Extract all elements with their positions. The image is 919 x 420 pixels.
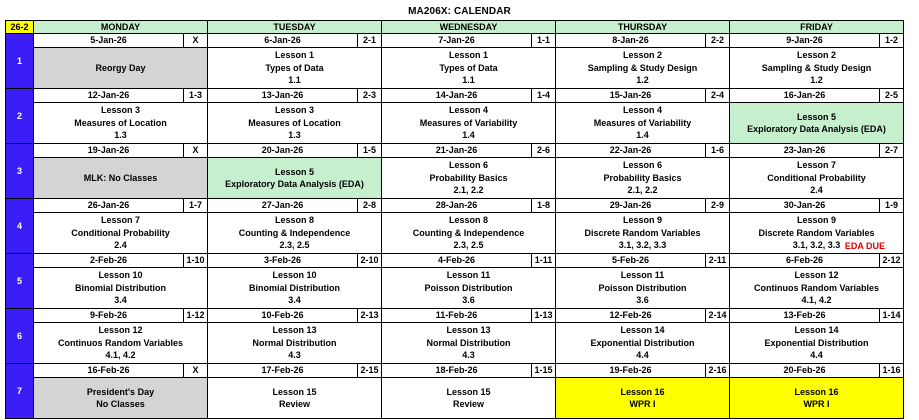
lesson-cell xyxy=(382,213,556,254)
lesson-text: 1.4 xyxy=(636,130,649,141)
lesson-text: Binomial Distribution xyxy=(249,282,340,293)
lesson-text: 2.3, 2.5 xyxy=(279,240,310,251)
lesson-text: Exploratory Data Analysis (EDA) xyxy=(747,124,886,134)
date-cell: 13-Feb-26 xyxy=(730,309,880,323)
section-code: 1-8 xyxy=(532,199,556,213)
section-code: 2-3 xyxy=(358,89,382,103)
date-cell: 19-Jan-26 xyxy=(34,144,184,158)
due-note: EDA DUE xyxy=(844,241,885,251)
lesson-text: Probability Basics xyxy=(429,172,508,183)
section-code: 1-10 xyxy=(184,254,208,268)
lesson-cell xyxy=(382,103,556,144)
lesson-text: Review xyxy=(452,399,485,409)
lesson-text: 1.4 xyxy=(462,130,475,141)
date-cell: 5-Jan-26 xyxy=(34,34,184,48)
lesson-text: 3.6 xyxy=(462,295,475,306)
lesson-text: WPR I xyxy=(629,399,656,409)
section-code: 1-13 xyxy=(532,309,556,323)
section-code: 1-2 xyxy=(880,34,904,48)
section-code: 1-4 xyxy=(532,89,556,103)
lesson-cell xyxy=(382,378,556,419)
lesson-cell xyxy=(730,103,904,144)
section-code: 2-13 xyxy=(358,309,382,323)
lesson-cell xyxy=(730,378,904,419)
lesson-cell xyxy=(34,158,208,199)
lesson-cell xyxy=(208,378,382,419)
lesson-cell xyxy=(730,323,904,364)
lesson-text: Normal Distribution xyxy=(426,337,511,348)
lesson-text: No Classes xyxy=(96,399,145,409)
lesson-text: 3.1, 3.2, 3.3 xyxy=(792,240,841,251)
date-cell: 12-Jan-26 xyxy=(34,89,184,103)
lesson-row xyxy=(6,378,904,419)
date-cell: 6-Feb-26 xyxy=(730,254,880,268)
lesson-text: 3.4 xyxy=(114,295,127,306)
section-code: 1-14 xyxy=(880,309,904,323)
lesson-text: Normal Distribution xyxy=(252,337,337,348)
lesson-text: Continuos Random Variables xyxy=(753,282,880,293)
lesson-text: Sampling & Study Design xyxy=(587,62,698,73)
lesson-cell xyxy=(556,323,730,364)
date-cell: 10-Feb-26 xyxy=(208,309,358,323)
lesson-text: MLK: No Classes xyxy=(83,172,158,183)
section-code: 2-7 xyxy=(880,144,904,158)
lesson-text: Lesson 4 xyxy=(448,105,488,116)
lesson-cell xyxy=(382,48,556,89)
lesson-text: Lesson 9 xyxy=(622,215,662,226)
section-code: 2-10 xyxy=(358,254,382,268)
lesson-row xyxy=(6,213,904,254)
date-cell: 17-Feb-26 xyxy=(208,364,358,378)
lesson-text: Lesson 14 xyxy=(794,325,839,336)
section-code: 1-16 xyxy=(880,364,904,378)
lesson-cell xyxy=(382,268,556,309)
lesson-text: 1.1 xyxy=(288,75,301,86)
lesson-text: Measures of Location xyxy=(74,117,167,128)
lesson-text: Lesson 13 xyxy=(446,325,491,336)
lesson-text: Lesson 14 xyxy=(620,325,665,336)
lesson-text: Measures of Variability xyxy=(593,117,692,128)
page-title: MA206X: CALENDAR xyxy=(408,6,511,17)
lesson-cell xyxy=(34,378,208,419)
date-cell: 21-Jan-26 xyxy=(382,144,532,158)
day-header-monday: MONDAY xyxy=(34,21,208,34)
week-number: 1 xyxy=(6,34,34,89)
lesson-cell xyxy=(556,158,730,199)
lesson-text: Measures of Location xyxy=(248,117,341,128)
lesson-text: Poisson Distribution xyxy=(424,282,513,293)
lesson-cell xyxy=(730,213,904,254)
section-code: 1-9 xyxy=(880,199,904,213)
date-cell: 12-Feb-26 xyxy=(556,309,706,323)
section-code: 1-3 xyxy=(184,89,208,103)
date-cell: 30-Jan-26 xyxy=(730,199,880,213)
lesson-text: Lesson 10 xyxy=(98,270,143,281)
lesson-cell xyxy=(556,213,730,254)
lesson-text: 2.1, 2.2 xyxy=(627,185,658,196)
lesson-text: Probability Basics xyxy=(603,172,682,183)
week-number: 5 xyxy=(6,254,34,309)
lesson-text: Counting & Independence xyxy=(412,227,525,238)
lesson-text: 3.4 xyxy=(288,295,301,306)
lesson-text: 2.4 xyxy=(114,240,127,251)
lesson-cell xyxy=(208,158,382,199)
week-number: 2 xyxy=(6,89,34,144)
date-cell: 5-Feb-26 xyxy=(556,254,706,268)
lesson-cell xyxy=(382,323,556,364)
lesson-text: Lesson 9 xyxy=(796,215,836,226)
lesson-cell xyxy=(730,158,904,199)
section-code: 2-8 xyxy=(358,199,382,213)
lesson-text: Lesson 1 xyxy=(448,50,488,61)
section-code: 1-5 xyxy=(358,144,382,158)
lesson-text: 1.3 xyxy=(288,130,301,141)
lesson-text: Exponential Distribution xyxy=(590,337,695,348)
lesson-text: Lesson 5 xyxy=(274,166,314,177)
section-code: X xyxy=(184,144,208,158)
date-row xyxy=(6,144,904,158)
lesson-cell xyxy=(556,378,730,419)
lesson-cell xyxy=(730,48,904,89)
date-row xyxy=(6,309,904,323)
lesson-text: 1.3 xyxy=(114,130,127,141)
date-row xyxy=(6,89,904,103)
lesson-text: Measures of Variability xyxy=(419,117,518,128)
date-cell: 28-Jan-26 xyxy=(382,199,532,213)
section-code: 2-5 xyxy=(880,89,904,103)
week-number: 6 xyxy=(6,309,34,364)
lesson-text: Lesson 15 xyxy=(446,386,491,397)
date-cell: 9-Feb-26 xyxy=(34,309,184,323)
lesson-cell xyxy=(208,323,382,364)
lesson-text: Lesson 7 xyxy=(796,160,836,171)
section-code: 1-12 xyxy=(184,309,208,323)
lesson-text: Conditional Probability xyxy=(71,227,170,238)
lesson-text: Types of Data xyxy=(265,62,324,73)
lesson-text: Lesson 12 xyxy=(794,270,839,281)
section-code: 1-1 xyxy=(532,34,556,48)
lesson-cell xyxy=(34,268,208,309)
date-cell: 11-Feb-26 xyxy=(382,309,532,323)
lesson-text: Lesson 8 xyxy=(274,215,314,226)
lesson-text: Lesson 7 xyxy=(100,215,140,226)
lesson-cell xyxy=(34,103,208,144)
lesson-text: 1.2 xyxy=(636,75,649,86)
lesson-text: Discrete Random Variables xyxy=(584,227,701,238)
lesson-text: Continuos Random Variables xyxy=(57,337,184,348)
section-code: 2-14 xyxy=(706,309,730,323)
date-row xyxy=(6,254,904,268)
date-cell: 14-Jan-26 xyxy=(382,89,532,103)
lesson-text: Lesson 1 xyxy=(274,50,314,61)
date-cell: 4-Feb-26 xyxy=(382,254,532,268)
lesson-text: Binomial Distribution xyxy=(75,282,166,293)
section-code: 2-9 xyxy=(706,199,730,213)
lesson-text: Review xyxy=(278,399,311,409)
lesson-text: Lesson 11 xyxy=(620,270,665,281)
section-code: 1-7 xyxy=(184,199,208,213)
date-cell: 7-Jan-26 xyxy=(382,34,532,48)
lesson-row xyxy=(6,103,904,144)
section-code: 2-16 xyxy=(706,364,730,378)
date-cell: 19-Feb-26 xyxy=(556,364,706,378)
day-header-wednesday: WEDNESDAY xyxy=(382,21,556,34)
section-code: 2-1 xyxy=(358,34,382,48)
week-number: 3 xyxy=(6,144,34,199)
section-code: 2-11 xyxy=(706,254,730,268)
lesson-cell xyxy=(208,213,382,254)
lesson-text: 2.4 xyxy=(810,185,823,196)
lesson-text: Conditional Probability xyxy=(767,172,866,183)
lesson-text: Types of Data xyxy=(439,62,498,73)
lesson-text: Lesson 16 xyxy=(620,386,665,397)
lesson-text: 4.3 xyxy=(288,350,301,361)
lesson-text: Sampling & Study Design xyxy=(761,62,872,73)
lesson-text: Lesson 15 xyxy=(272,386,317,397)
lesson-cell xyxy=(208,268,382,309)
lesson-text: 4.1, 4.2 xyxy=(105,350,136,361)
day-header-friday: FRIDAY xyxy=(730,21,904,34)
date-cell: 29-Jan-26 xyxy=(556,199,706,213)
lesson-text: 4.1, 4.2 xyxy=(801,295,832,306)
lesson-text: 4.4 xyxy=(810,350,823,361)
section-code: X xyxy=(184,34,208,48)
lesson-row xyxy=(6,268,904,309)
lesson-cell xyxy=(382,158,556,199)
lesson-text: WPR I xyxy=(803,399,830,409)
lesson-row xyxy=(6,158,904,199)
lesson-cell xyxy=(34,323,208,364)
lesson-text: Lesson 5 xyxy=(796,111,836,122)
date-row xyxy=(6,364,904,378)
date-cell: 22-Jan-26 xyxy=(556,144,706,158)
lesson-text: Lesson 6 xyxy=(448,160,488,171)
lesson-text: Lesson 12 xyxy=(98,325,143,336)
lesson-text: 3.1, 3.2, 3.3 xyxy=(618,240,667,251)
section-code: 2-12 xyxy=(880,254,904,268)
lesson-text: Lesson 13 xyxy=(272,325,317,336)
lesson-text: Lesson 8 xyxy=(448,215,488,226)
section-code: 1-11 xyxy=(532,254,556,268)
lesson-cell xyxy=(34,213,208,254)
lesson-text: 2.1, 2.2 xyxy=(453,185,484,196)
lesson-cell xyxy=(556,103,730,144)
date-cell: 2-Feb-26 xyxy=(34,254,184,268)
lesson-cell xyxy=(556,268,730,309)
lesson-text: Lesson 2 xyxy=(796,50,836,61)
date-row xyxy=(6,199,904,213)
lesson-text: Counting & Independence xyxy=(238,227,351,238)
section-code: 1-15 xyxy=(532,364,556,378)
lesson-text: 4.3 xyxy=(462,350,475,361)
date-cell: 13-Jan-26 xyxy=(208,89,358,103)
lesson-cell xyxy=(730,268,904,309)
section-code: 2-15 xyxy=(358,364,382,378)
week-number: 4 xyxy=(6,199,34,254)
lesson-cell xyxy=(208,48,382,89)
date-cell: 8-Jan-26 xyxy=(556,34,706,48)
lesson-text: Lesson 16 xyxy=(794,386,839,397)
lesson-cell xyxy=(556,48,730,89)
section-code: X xyxy=(184,364,208,378)
lesson-row xyxy=(6,48,904,89)
lesson-text: Lesson 6 xyxy=(622,160,662,171)
week-number: 7 xyxy=(6,364,34,419)
term-code: 26-2 xyxy=(6,21,34,34)
date-cell: 15-Jan-26 xyxy=(556,89,706,103)
day-header-thursday: THURSDAY xyxy=(556,21,730,34)
day-header-tuesday: TUESDAY xyxy=(208,21,382,34)
lesson-text: Lesson 11 xyxy=(446,270,491,281)
lesson-text: 1.2 xyxy=(810,75,823,86)
lesson-text: President's Day xyxy=(86,386,155,397)
lesson-cell xyxy=(208,103,382,144)
lesson-text: Lesson 2 xyxy=(622,50,662,61)
lesson-text: Exploratory Data Analysis (EDA) xyxy=(225,179,364,189)
calendar-table xyxy=(5,20,904,419)
lesson-cell xyxy=(34,48,208,89)
lesson-text: 1.1 xyxy=(462,75,475,86)
lesson-text: Lesson 3 xyxy=(100,105,140,116)
date-cell: 9-Jan-26 xyxy=(730,34,880,48)
section-code: 1-6 xyxy=(706,144,730,158)
lesson-text: Lesson 3 xyxy=(274,105,314,116)
lesson-text: Reorgy Day xyxy=(95,62,146,73)
date-cell: 3-Feb-26 xyxy=(208,254,358,268)
date-cell: 20-Feb-26 xyxy=(730,364,880,378)
date-cell: 20-Jan-26 xyxy=(208,144,358,158)
section-code: 2-4 xyxy=(706,89,730,103)
lesson-text: 2.3, 2.5 xyxy=(453,240,484,251)
section-code: 2-6 xyxy=(532,144,556,158)
header-row xyxy=(6,21,904,34)
date-cell: 16-Jan-26 xyxy=(730,89,880,103)
date-cell: 6-Jan-26 xyxy=(208,34,358,48)
lesson-text: Lesson 4 xyxy=(622,105,662,116)
lesson-text: Lesson 10 xyxy=(272,270,317,281)
date-cell: 23-Jan-26 xyxy=(730,144,880,158)
section-code: 2-2 xyxy=(706,34,730,48)
date-cell: 27-Jan-26 xyxy=(208,199,358,213)
date-cell: 18-Feb-26 xyxy=(382,364,532,378)
date-row xyxy=(6,34,904,48)
lesson-text: Discrete Random Variables xyxy=(758,227,875,238)
lesson-text: Poisson Distribution xyxy=(598,282,687,293)
lesson-text: Exponential Distribution xyxy=(764,337,869,348)
date-cell: 16-Feb-26 xyxy=(34,364,184,378)
lesson-text: 3.6 xyxy=(636,295,649,306)
date-cell: 26-Jan-26 xyxy=(34,199,184,213)
lesson-text: 4.4 xyxy=(636,350,649,361)
lesson-row xyxy=(6,323,904,364)
